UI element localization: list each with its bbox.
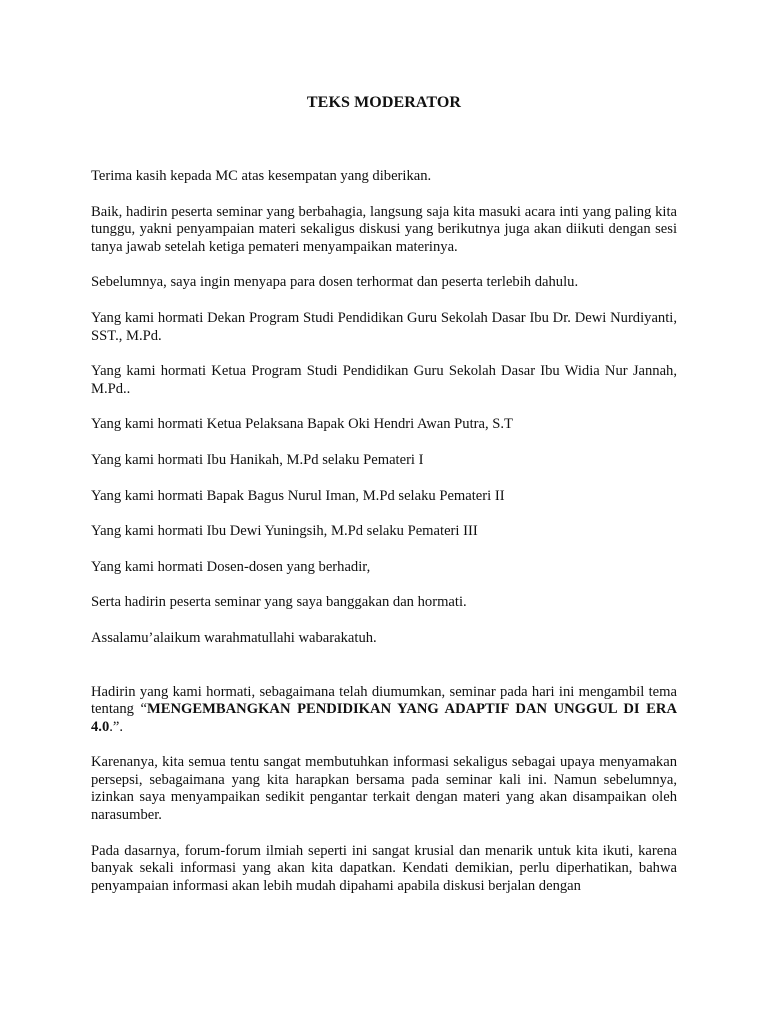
- theme-intro-text: Hadirin yang kami hormati, sebagaimana telah diumumkan, seminar pada hari ini mengambil tema tentang “: [91, 683, 677, 718]
- paragraph-salam: Assalamu’alaikum warahmatullahi wabarakatuh.: [91, 629, 377, 646]
- paragraph-speaker-3: Yang kami hormati Ibu Dewi Yuningsih, M.Pd selaku Pemateri III: [91, 523, 478, 540]
- theme-closing-punctuation: .”.: [109, 718, 124, 735]
- paragraph-committee-chair: Yang kami hormati Ketua Pelaksana Bapak Oki Hendri Awan Putra, S.T: [91, 416, 513, 433]
- document-body: [91, 168, 677, 895]
- paragraph-participants: Serta hadirin peserta seminar yang saya banggakan dan hormati.: [91, 594, 467, 611]
- paragraph-introduction: Karenanya, kita semua tentu sangat membutuhkan informasi sekaligus sebagai upaya menyamakan persepsi, sebagaimana yang kita harapkan bersama pada seminar kali ini. Namun sebelumnya, izinkan saya menyampaikan sedikit pengantar terkait dengan materi yang akan disampaikan oleh narasumber.: [91, 754, 677, 824]
- paragraph-theme: [91, 684, 677, 737]
- paragraph-forum-importance: Pada dasarnya, forum-forum ilmiah seperti ini sangat krusial dan menarik untuk kita ikuti, karena banyak sekali informasi yang akan kita dapatkan. Kendati demikian, perlu diperhatikan, bahwa penyampaian informasi akan lebih mudah dipahami apabila diskusi berjalan dengan: [91, 842, 677, 894]
- seminar-theme: MENGEMBANGKAN PENDIDIKAN YANG ADAPTIF DAN UNGGUL DI ERA 4.0: [91, 701, 677, 735]
- paragraph-greeting: Sebelumnya, saya ingin menyapa para dosen terhormat dan peserta terlebih dahulu.: [91, 274, 579, 291]
- paragraph-program-head: Yang kami hormati Ketua Program Studi Pendidikan Guru Sekolah Dasar Ibu Widia Nur Jannah, M.Pd..: [91, 363, 677, 397]
- paragraph-thanks: Terima kasih kepada MC atas kesempatan yang diberikan.: [91, 168, 432, 184]
- document-title: TEKS MODERATOR: [306, 94, 462, 111]
- paragraph-speaker-1: Yang kami hormati Ibu Hanikah, M.Pd selaku Pemateri I: [91, 451, 424, 468]
- paragraph-dean: Yang kami hormati Dekan Program Studi Pendidikan Guru Sekolah Dasar Ibu Dr. Dewi Nurdiyanti, SST., M.Pd.: [91, 309, 677, 344]
- paragraph-speaker-2: Yang kami hormati Bapak Bagus Nurul Iman, M.Pd selaku Pemateri II: [91, 487, 505, 504]
- paragraph-lecturers: Yang kami hormati Dosen-dosen yang berhadir,: [91, 558, 371, 575]
- paragraph-opening: Baik, hadirin peserta seminar yang berbahagia, langsung saja kita masuki acara inti yang paling kita tunggu, yakni penyampaian materi sekaligus diskusi yang berikutnya juga akan diikuti dengan sesi tanya jawab setelah ketiga pemateri menyampaikan materinya.: [91, 203, 677, 255]
